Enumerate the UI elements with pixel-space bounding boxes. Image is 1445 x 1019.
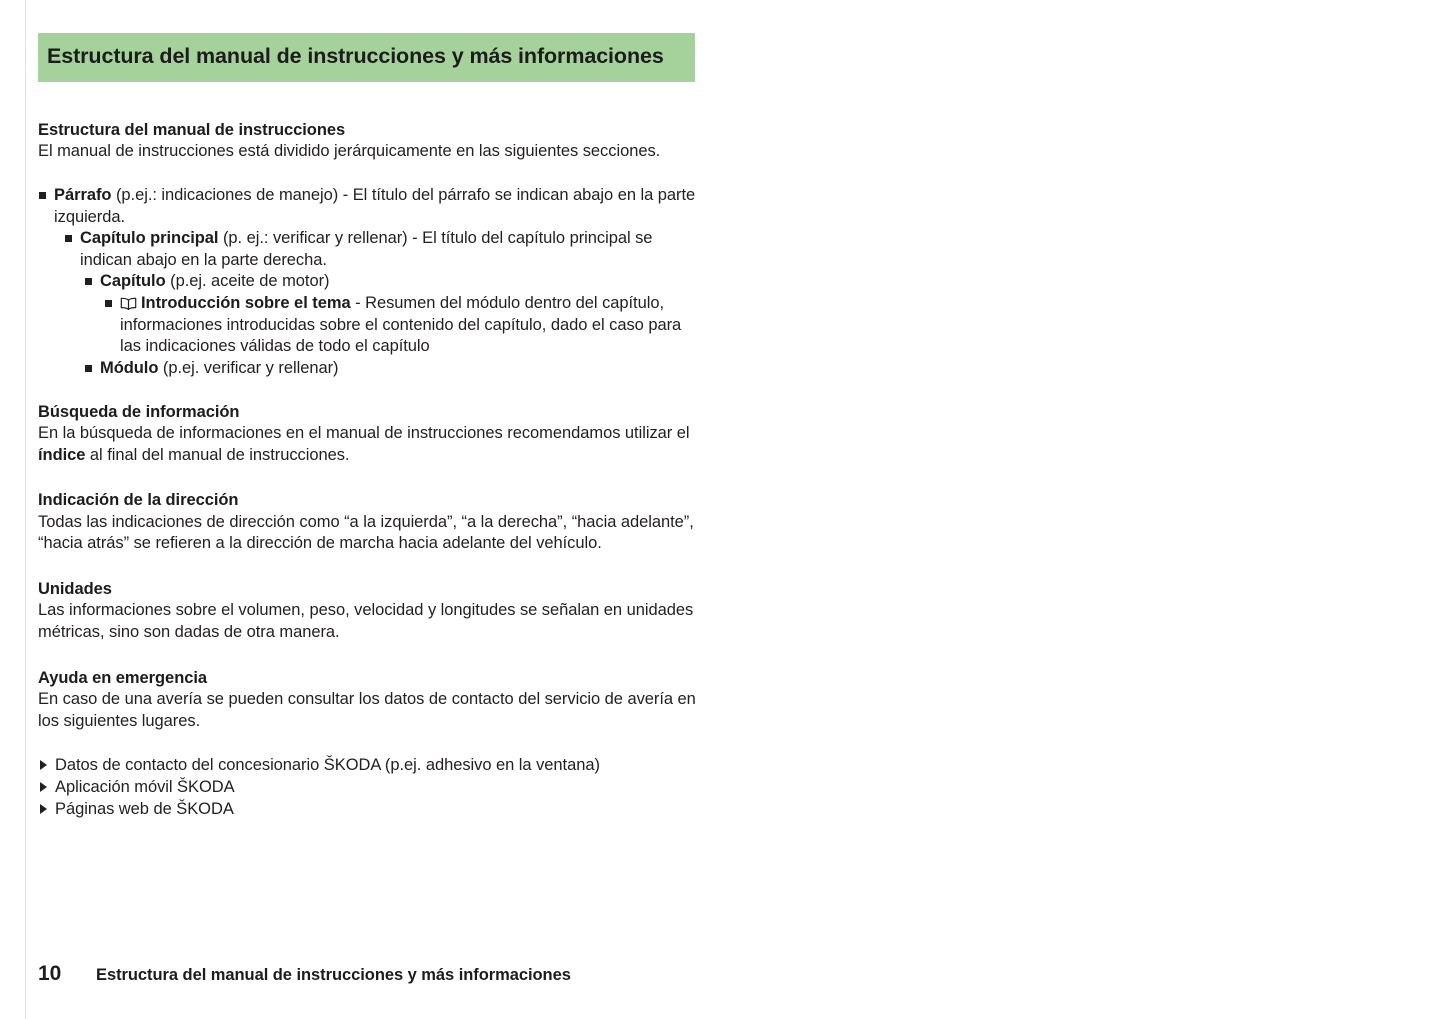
square-bullet-icon — [105, 300, 112, 307]
spacer — [38, 163, 703, 185]
list-item-label: Capítulo — [100, 272, 166, 291]
emergency-contact-list — [38, 754, 703, 820]
list-item-text: Páginas web de ŠKODA — [55, 800, 234, 819]
list-item-text: - Resumen del módulo dentro del capítulo, informaciones introducidas sobre el contenido del capítulo, dado el caso para las indicaciones válidas de todo el capítulo — [120, 294, 682, 356]
direction-heading: Indicación de la dirección — [38, 491, 239, 510]
list-item-text: Datos de contacto del concesionario ŠKODA (p.ej. adhesivo en la ventana) — [55, 756, 600, 775]
list-item — [64, 228, 703, 271]
list-item — [84, 358, 703, 380]
units-text: Las informaciones sobre el volumen, peso, velocidad y longitudes se señalan en unidades métricas, sino son dadas de otra manera. — [38, 601, 694, 641]
spacer — [38, 555, 703, 579]
section-header-banner — [38, 33, 695, 82]
list-item — [104, 293, 703, 358]
search-text-after: al final del manual de instrucciones. — [85, 445, 350, 464]
list-item-text: Aplicación móvil ŠKODA — [55, 778, 235, 797]
structure-hierarchy-list — [38, 185, 703, 379]
square-bullet-icon — [39, 192, 46, 199]
section-direction — [38, 490, 703, 555]
search-heading: Búsqueda de información — [38, 402, 240, 421]
units-heading: Unidades — [38, 579, 112, 598]
list-item-label: Módulo — [100, 358, 159, 377]
page-footer — [38, 962, 938, 986]
emergency-text: En caso de una avería se pueden consultar los datos de contacto del servicio de avería en los siguientes lugares. — [38, 689, 696, 730]
list-item — [38, 798, 703, 820]
structure-intro-text: El manual de instrucciones está dividido jerárquicamente en las siguientes secciones. — [38, 142, 661, 161]
list-item — [84, 271, 703, 293]
emergency-heading: Ayuda en emergencia — [38, 668, 208, 687]
spacer — [38, 644, 703, 668]
square-bullet-icon — [85, 365, 92, 372]
list-item-text: (p. ej.: verificar y rellenar) - El título del capítulo principal se indican abajo en la parte derecha. — [80, 229, 653, 269]
list-item-label: Capítulo principal — [80, 229, 219, 248]
book-icon — [120, 295, 137, 308]
list-item-label: Introducción sobre el tema — [141, 294, 351, 313]
section-emergency — [38, 668, 703, 733]
spacer — [38, 732, 703, 754]
section-units — [38, 579, 703, 644]
footer-page-number: 10 — [38, 962, 62, 985]
triangle-bullet-icon — [40, 804, 47, 814]
section-header-title: Estructura del manual de instrucciones y más informaciones — [47, 44, 664, 68]
list-item — [38, 754, 703, 776]
spacer — [38, 466, 703, 490]
list-item-label: Párrafo — [54, 186, 112, 205]
page-content — [38, 120, 703, 820]
structure-heading: Estructura del manual de instrucciones — [38, 121, 346, 139]
square-bullet-icon — [65, 235, 72, 242]
list-item-text: (p.ej.: indicaciones de manejo) - El título del párrafo se indican abajo en la parte izquierda. — [54, 186, 696, 226]
square-bullet-icon — [85, 278, 92, 285]
search-text-before: En la búsqueda de informaciones en el manual de instrucciones recomendamos utilizar el — [38, 423, 690, 442]
footer-section-title: Estructura del manual de instrucciones y más informaciones — [96, 966, 571, 984]
section-search — [38, 402, 703, 467]
triangle-bullet-icon — [40, 782, 47, 792]
direction-text: Todas las indicaciones de dirección como “a la izquierda”, “a la derecha”, “hacia adelante”, “hacia atrás” se refieren a la dirección de marcha hacia adelante del vehículo. — [38, 512, 694, 553]
section-structure — [38, 120, 703, 163]
spacer — [38, 380, 703, 402]
list-item-text: (p.ej. aceite de motor) — [165, 272, 330, 291]
search-text-emphasis: índice — [38, 445, 86, 464]
list-item-text: (p.ej. verificar y rellenar) — [158, 358, 339, 377]
search-text — [38, 423, 703, 466]
triangle-bullet-icon — [40, 760, 47, 770]
list-item — [38, 776, 703, 798]
list-item — [38, 185, 703, 228]
